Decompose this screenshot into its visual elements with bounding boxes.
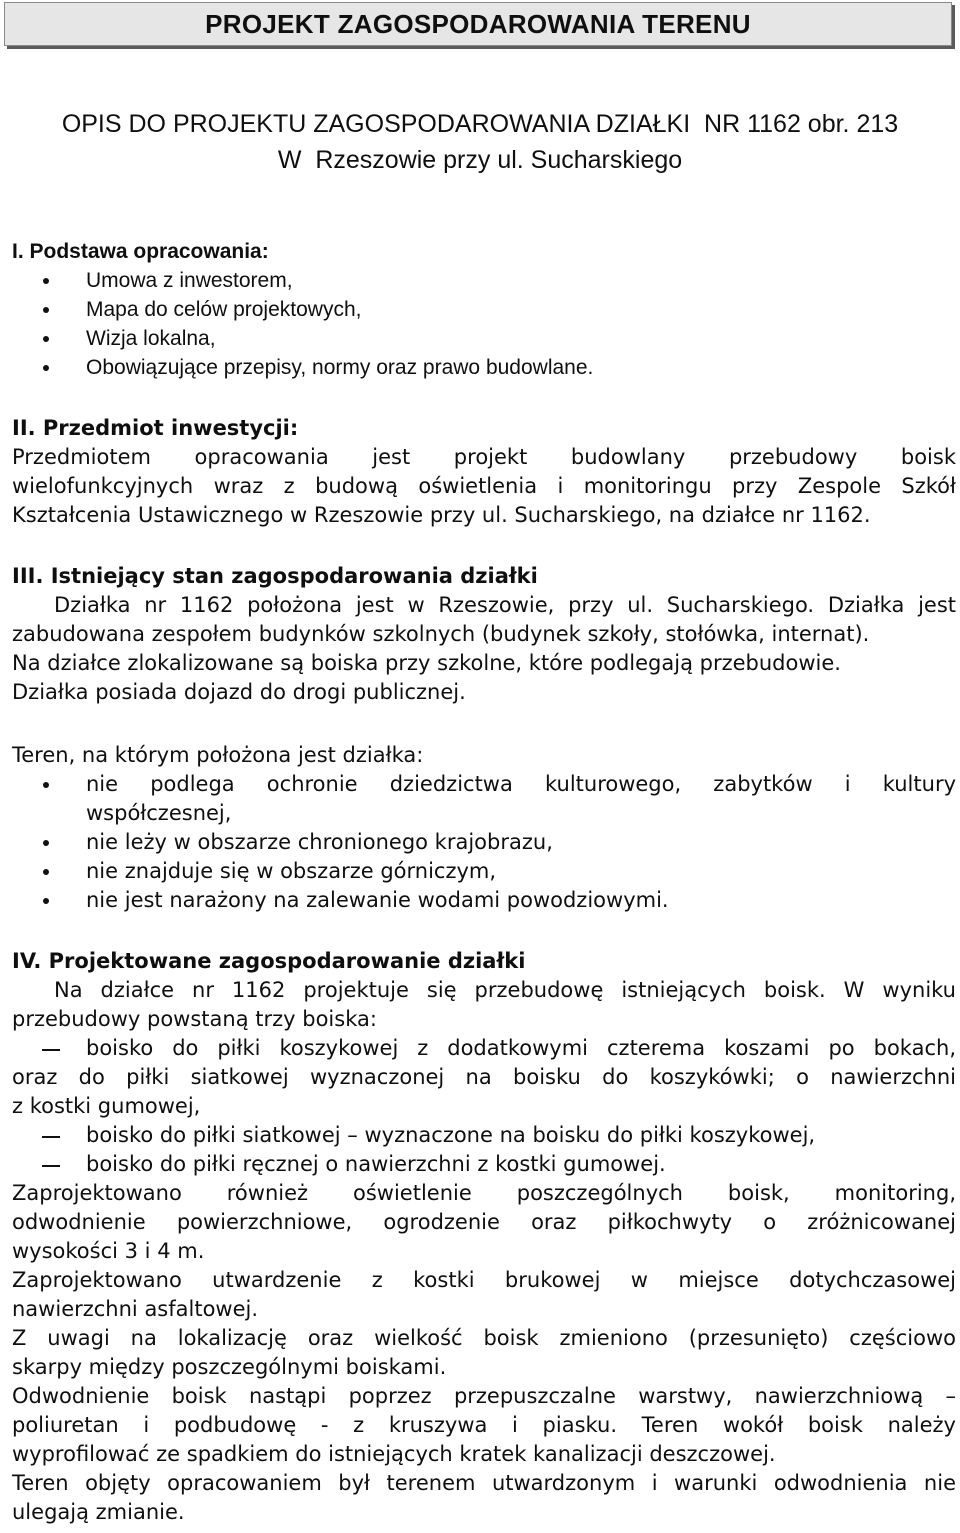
list-item: nie podlega ochronie dziedzictwa kulturowego, zabytków i kultury współczesnej, [12, 770, 956, 828]
terrain-list [12, 770, 956, 915]
dash-item-continuation: oraz do piłki siatkowej wyznaczonej na boisku do koszykówki; o nawierzchni [12, 1065, 956, 1089]
document-title-line2: W Rzeszowie przy ul. Sucharskiego [277, 146, 683, 174]
planned-paragraph2-line2: nawierzchni asfaltowej. [12, 1297, 259, 1321]
planned-paragraph4-line1: Odwodnienie boisk nastąpi poprzez przepuszczalne warstwy, nawierzchniową – [12, 1384, 956, 1408]
bullet-icon [43, 336, 49, 342]
section-planned-heading: IV. Projektowane zagospodarowanie działki [12, 949, 526, 973]
planned-paragraph4-line2: poliuretan i podbudowę - z kruszywa i piasku. Teren wokół boisk należy [12, 1413, 956, 1437]
list-item: Umowa z inwestorem, [12, 266, 956, 295]
planned-paragraph5-line1: Teren objęty opracowaniem był terenem utwardzonym i warunki odwodnienia nie [12, 1471, 956, 1495]
subject-text-line2: wielofunkcyjnych wraz z budową oświetlenia i monitoringu przy Zespole Szkół [12, 474, 956, 498]
dash-icon [42, 1049, 60, 1051]
dash-icon [42, 1165, 60, 1167]
document-title-line1: OPIS DO PROJEKTU ZAGOSPODAROWANIA DZIAŁKI NR 1162 obr. 213 [61, 110, 899, 138]
section-subject [12, 414, 956, 530]
dash-item: boisko do piłki siatkowej – wyznaczone na boisku do piłki koszykowej, [12, 1121, 956, 1150]
planned-paragraph5-line2: ulegają zmianie. [12, 1500, 185, 1524]
terrain-intro: Teren, na którym położona jest działka: [12, 743, 424, 767]
bullet-icon [43, 840, 49, 846]
dash-item-continuation: z kostki gumowej, [12, 1094, 201, 1118]
subject-text-line1: Przedmiotem opracowania jest projekt budowlany przebudowy boisk [12, 445, 956, 469]
existing-text-line2: zabudowana zespołem budynków szkolnych (budynek szkoły, stołówka, internat). [12, 622, 870, 646]
existing-text-line4: Działka posiada dojazd do drogi publicznej. [12, 680, 466, 704]
section-basis-heading: I. Podstawa opracowania: [12, 240, 269, 263]
list-item: Obowiązujące przepisy, normy oraz prawo budowlane. [12, 353, 956, 382]
dash-icon [42, 1136, 60, 1138]
list-item: nie leży w obszarze chronionego krajobrazu, [12, 828, 956, 857]
planned-paragraph2-line1: Zaprojektowano utwardzenie z kostki brukowej w miejsce dotychczasowej [12, 1268, 956, 1292]
planned-paragraph3-line2: skarpy między poszczególnymi boiskami. [12, 1355, 447, 1379]
dash-item: boisko do piłki koszykowej z dodatkowymi czterema koszami po bokach, [12, 1034, 956, 1063]
terrain-section [12, 741, 956, 915]
list-item: Mapa do celów projektowych, [12, 295, 956, 324]
list-item: nie znajduje się w obszarze górniczym, [12, 857, 956, 886]
dash-item: boisko do piłki ręcznej o nawierzchni z kostki gumowej. [12, 1150, 956, 1179]
section-existing-heading: III. Istniejący stan zagospodarowania działki [12, 564, 538, 588]
header-box [4, 2, 952, 46]
document-title [0, 106, 960, 178]
bullet-icon [43, 898, 49, 904]
bullet-icon [43, 869, 49, 875]
bullet-icon [43, 782, 49, 788]
bullet-icon [43, 365, 49, 371]
bullet-icon [43, 278, 49, 284]
planned-paragraph1-line3: wysokości 3 i 4 m. [12, 1239, 205, 1263]
planned-paragraph4-line3: wyprofilować ze spadkiem do istniejących kratek kanalizacji deszczowej. [12, 1442, 776, 1466]
header-title: PROJEKT ZAGOSPODAROWANIA TERENU [205, 8, 751, 39]
existing-text-line1: Działka nr 1162 położona jest w Rzeszowie, przy ul. Sucharskiego. Działka jest [54, 593, 956, 617]
planned-paragraph1-line1: Zaprojektowano również oświetlenie poszczególnych boisk, monitoring, [12, 1181, 956, 1205]
planned-intro-line2: przebudowy powstaną trzy boiska: [12, 1007, 377, 1031]
planned-intro-line1: Na działce nr 1162 projektuje się przebudowę istniejących boisk. W wyniku [54, 978, 956, 1002]
section-existing-state [12, 562, 956, 707]
existing-text-line3: Na działce zlokalizowane są boiska przy szkolne, które podlegają przebudowie. [12, 651, 841, 675]
section-basis [12, 237, 956, 382]
basis-list [12, 266, 956, 382]
planned-paragraph1-line2: odwodnienie powierzchniowe, ogrodzenie oraz piłkochwyty o zróżnicowanej [12, 1210, 956, 1234]
subject-text-line3: Kształcenia Ustawicznego w Rzeszowie przy ul. Sucharskiego, na działce nr 1162. [12, 503, 871, 527]
list-item: Wizja lokalna, [12, 324, 956, 353]
section-planned [12, 947, 956, 1527]
section-subject-heading: II. Przedmiot inwestycji: [12, 416, 299, 440]
bullet-icon [43, 307, 49, 313]
list-item: nie jest narażony na zalewanie wodami powodziowymi. [12, 886, 956, 915]
planned-paragraph3-line1: Z uwagi na lokalizację oraz wielkość boisk zmieniono (przesunięto) częściowo [12, 1326, 956, 1350]
